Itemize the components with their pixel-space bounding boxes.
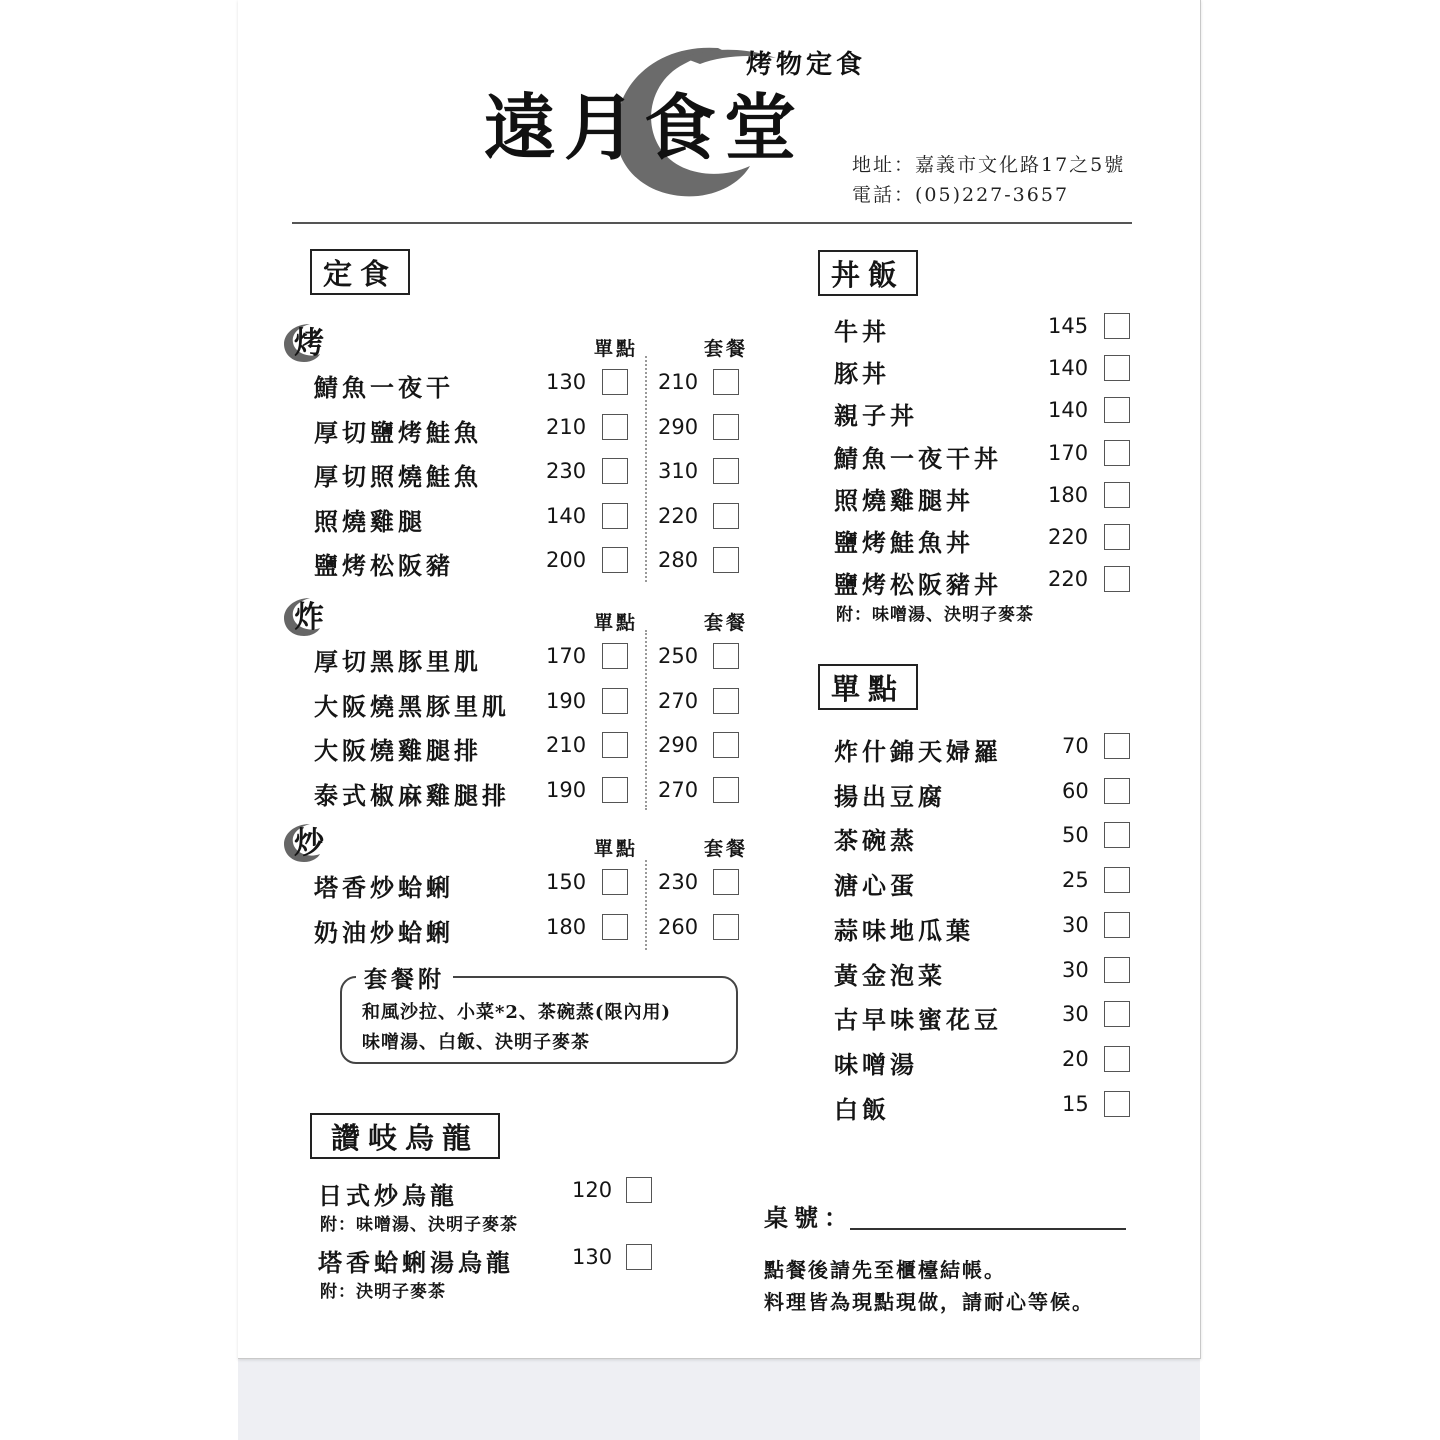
udon-item-name: 塔香蛤蜊湯烏龍 [318, 1248, 514, 1277]
category-label: 炸 [294, 600, 324, 635]
menu-item-name: 鹽烤松阪豬 [314, 551, 454, 581]
single-price: 130 [546, 370, 587, 394]
restaurant-name: 遠月食堂 [484, 85, 805, 170]
side-order-checkbox[interactable] [1104, 867, 1130, 893]
udon-order-checkbox[interactable] [626, 1244, 652, 1270]
side-price: 20 [1062, 1046, 1089, 1071]
donburi-item-name: 照燒雞腿丼 [834, 485, 974, 515]
set-order-checkbox[interactable] [713, 869, 739, 895]
menu-item-name: 厚切鹽烤鮭魚 [314, 417, 482, 447]
restaurant-tagline: 烤物定食 [746, 50, 867, 80]
menu-item-name: 泰式椒麻雞腿排 [314, 780, 510, 810]
menu-item-name: 塔香炒蛤蜊 [314, 873, 454, 902]
donburi-price: 140 [1048, 398, 1089, 423]
single-order-checkbox[interactable] [602, 914, 628, 940]
set-price: 290 [658, 733, 699, 758]
address-text: 地址：嘉義市文化路17之5號 [852, 154, 1126, 176]
side-order-checkbox[interactable] [1104, 778, 1130, 804]
single-price: 190 [546, 688, 587, 713]
udon-price: 120 [572, 1178, 613, 1202]
set-price: 250 [658, 644, 699, 668]
side-order-checkbox[interactable] [1104, 822, 1130, 848]
side-item-name: 炸什錦天婦羅 [834, 737, 1002, 766]
udon-item-name: 日式炒烏龍 [318, 1181, 458, 1210]
set-order-checkbox[interactable] [713, 547, 739, 573]
category-label: 炒 [294, 826, 324, 861]
menu-item-name: 厚切照燒鮭魚 [314, 462, 482, 492]
donburi-price: 220 [1048, 567, 1089, 592]
set-order-checkbox[interactable] [713, 414, 739, 440]
header-divider [292, 222, 1132, 224]
column-header-single: 單點 [594, 612, 639, 634]
donburi-item-name: 牛丼 [834, 317, 890, 346]
side-order-checkbox[interactable] [1104, 957, 1130, 983]
side-item-name: 古早味蜜花豆 [834, 1005, 1002, 1035]
side-order-checkbox[interactable] [1104, 1091, 1130, 1117]
set-includes-title: 套餐附 [356, 961, 453, 994]
set-order-checkbox[interactable] [713, 369, 739, 395]
set-order-checkbox[interactable] [713, 732, 739, 758]
donburi-price: 170 [1048, 440, 1089, 465]
donburi-item-name: 豚丼 [834, 359, 890, 389]
udon-order-checkbox[interactable] [626, 1177, 652, 1203]
menu-item-name: 照燒雞腿 [314, 506, 426, 536]
single-order-checkbox[interactable] [602, 414, 628, 440]
single-price: 230 [546, 459, 587, 484]
side-order-checkbox[interactable] [1104, 1001, 1130, 1027]
single-price: 140 [546, 503, 587, 528]
column-header-set: 套餐 [704, 338, 749, 360]
single-price: 150 [546, 870, 587, 894]
donburi-order-checkbox[interactable] [1104, 313, 1130, 339]
side-item-name: 蒜味地瓜葉 [834, 915, 974, 945]
donburi-section-title: 丼飯 [818, 250, 918, 296]
donburi-price: 145 [1048, 314, 1089, 338]
side-price: 30 [1062, 1002, 1089, 1027]
set-price: 210 [658, 370, 699, 394]
single-order-checkbox[interactable] [602, 688, 628, 714]
donburi-item-name: 鯖魚一夜干丼 [834, 443, 1002, 473]
teishoku-divider-stirfry [645, 860, 647, 950]
single-price: 180 [546, 914, 587, 939]
side-item-name: 茶碗蒸 [834, 826, 918, 856]
teishoku-section-title: 定食 [310, 249, 410, 295]
single-price: 190 [546, 777, 587, 802]
set-price: 280 [658, 548, 699, 573]
single-price: 200 [546, 548, 587, 573]
side-price: 70 [1062, 734, 1089, 758]
single-order-checkbox[interactable] [602, 869, 628, 895]
column-header-single: 單點 [594, 838, 639, 860]
payment-notice: 點餐後請先至櫃檯結帳。 [764, 1258, 1006, 1282]
sides-section-title: 單點 [818, 664, 918, 710]
set-order-checkbox[interactable] [713, 643, 739, 669]
udon-section-title: 讚岐烏龍 [310, 1113, 500, 1159]
side-item-name: 黃金泡菜 [834, 960, 946, 990]
side-order-checkbox[interactable] [1104, 912, 1130, 938]
page-backdrop [238, 1358, 1200, 1440]
donburi-item-name: 親子丼 [834, 401, 918, 431]
column-header-set: 套餐 [704, 612, 749, 634]
single-price: 210 [546, 414, 587, 439]
donburi-note: 附：味噌湯、決明子麥茶 [836, 605, 1034, 625]
side-item-name: 味噌湯 [834, 1049, 918, 1079]
single-order-checkbox[interactable] [602, 732, 628, 758]
donburi-item-name: 鹽烤松阪豬丼 [834, 570, 1002, 600]
side-price: 50 [1062, 823, 1089, 848]
set-price: 220 [658, 503, 699, 528]
single-order-checkbox[interactable] [602, 503, 628, 529]
set-order-checkbox[interactable] [713, 914, 739, 940]
single-order-checkbox[interactable] [602, 547, 628, 573]
set-price: 290 [658, 414, 699, 439]
set-price: 270 [658, 777, 699, 802]
side-price: 30 [1062, 912, 1089, 937]
menu-item-name: 鯖魚一夜干 [314, 373, 454, 402]
set-price: 230 [658, 870, 699, 894]
single-price: 170 [546, 644, 587, 668]
teishoku-divider-fried [645, 630, 647, 810]
side-item-name: 溏心蛋 [834, 871, 918, 901]
donburi-order-checkbox[interactable] [1104, 524, 1130, 550]
donburi-order-checkbox[interactable] [1104, 482, 1130, 508]
single-order-checkbox[interactable] [602, 458, 628, 484]
donburi-order-checkbox[interactable] [1104, 440, 1130, 466]
set-price: 310 [658, 459, 699, 484]
phone-text: 電話：(05)227-3657 [852, 184, 1070, 206]
menu-item-name: 奶油炒蛤蜊 [314, 917, 454, 947]
side-price: 15 [1062, 1091, 1089, 1116]
udon-price: 130 [572, 1245, 613, 1269]
set-order-checkbox[interactable] [713, 458, 739, 484]
column-header-single: 單點 [594, 338, 639, 360]
set-order-checkbox[interactable] [713, 503, 739, 529]
menu-item-name: 厚切黑豚里肌 [314, 647, 482, 676]
teishoku-divider-grill [645, 356, 647, 582]
table-number-field[interactable] [850, 1228, 1126, 1230]
udon-item-note: 附：味噌湯、決明子麥茶 [320, 1215, 518, 1235]
menu-item-name: 大阪燒黑豚里肌 [314, 691, 510, 721]
single-order-checkbox[interactable] [602, 369, 628, 395]
donburi-order-checkbox[interactable] [1104, 355, 1130, 381]
table-number-label: 桌號： [764, 1203, 854, 1232]
menu-item-name: 大阪燒雞腿排 [314, 736, 482, 766]
udon-item-note: 附：決明子麥茶 [320, 1282, 446, 1302]
set-order-checkbox[interactable] [713, 688, 739, 714]
side-item-name: 揚出豆腐 [834, 781, 946, 811]
side-price: 60 [1062, 778, 1089, 803]
single-order-checkbox[interactable] [602, 643, 628, 669]
set-price: 270 [658, 688, 699, 713]
side-item-name: 白飯 [834, 1094, 890, 1124]
donburi-order-checkbox[interactable] [1104, 566, 1130, 592]
donburi-price: 140 [1048, 356, 1089, 381]
column-header-set: 套餐 [704, 838, 749, 860]
set-order-checkbox[interactable] [713, 777, 739, 803]
donburi-price: 180 [1048, 482, 1089, 507]
set-includes-line-2: 味噌湯、白飯、決明子麥茶 [362, 1032, 590, 1053]
side-order-checkbox[interactable] [1104, 733, 1130, 759]
set-price: 260 [658, 914, 699, 939]
single-price: 210 [546, 733, 587, 758]
donburi-price: 220 [1048, 525, 1089, 549]
donburi-item-name: 鹽烤鮭魚丼 [834, 528, 974, 557]
side-order-checkbox[interactable] [1104, 1046, 1130, 1072]
single-order-checkbox[interactable] [602, 777, 628, 803]
set-includes-line-1: 和風沙拉、小菜*2、茶碗蒸(限內用) [362, 1002, 671, 1023]
cooking-notice: 料理皆為現點現做，請耐心等候。 [764, 1290, 1094, 1314]
category-label: 烤 [294, 326, 324, 361]
side-price: 25 [1062, 868, 1089, 893]
side-price: 30 [1062, 957, 1089, 982]
donburi-order-checkbox[interactable] [1104, 397, 1130, 423]
